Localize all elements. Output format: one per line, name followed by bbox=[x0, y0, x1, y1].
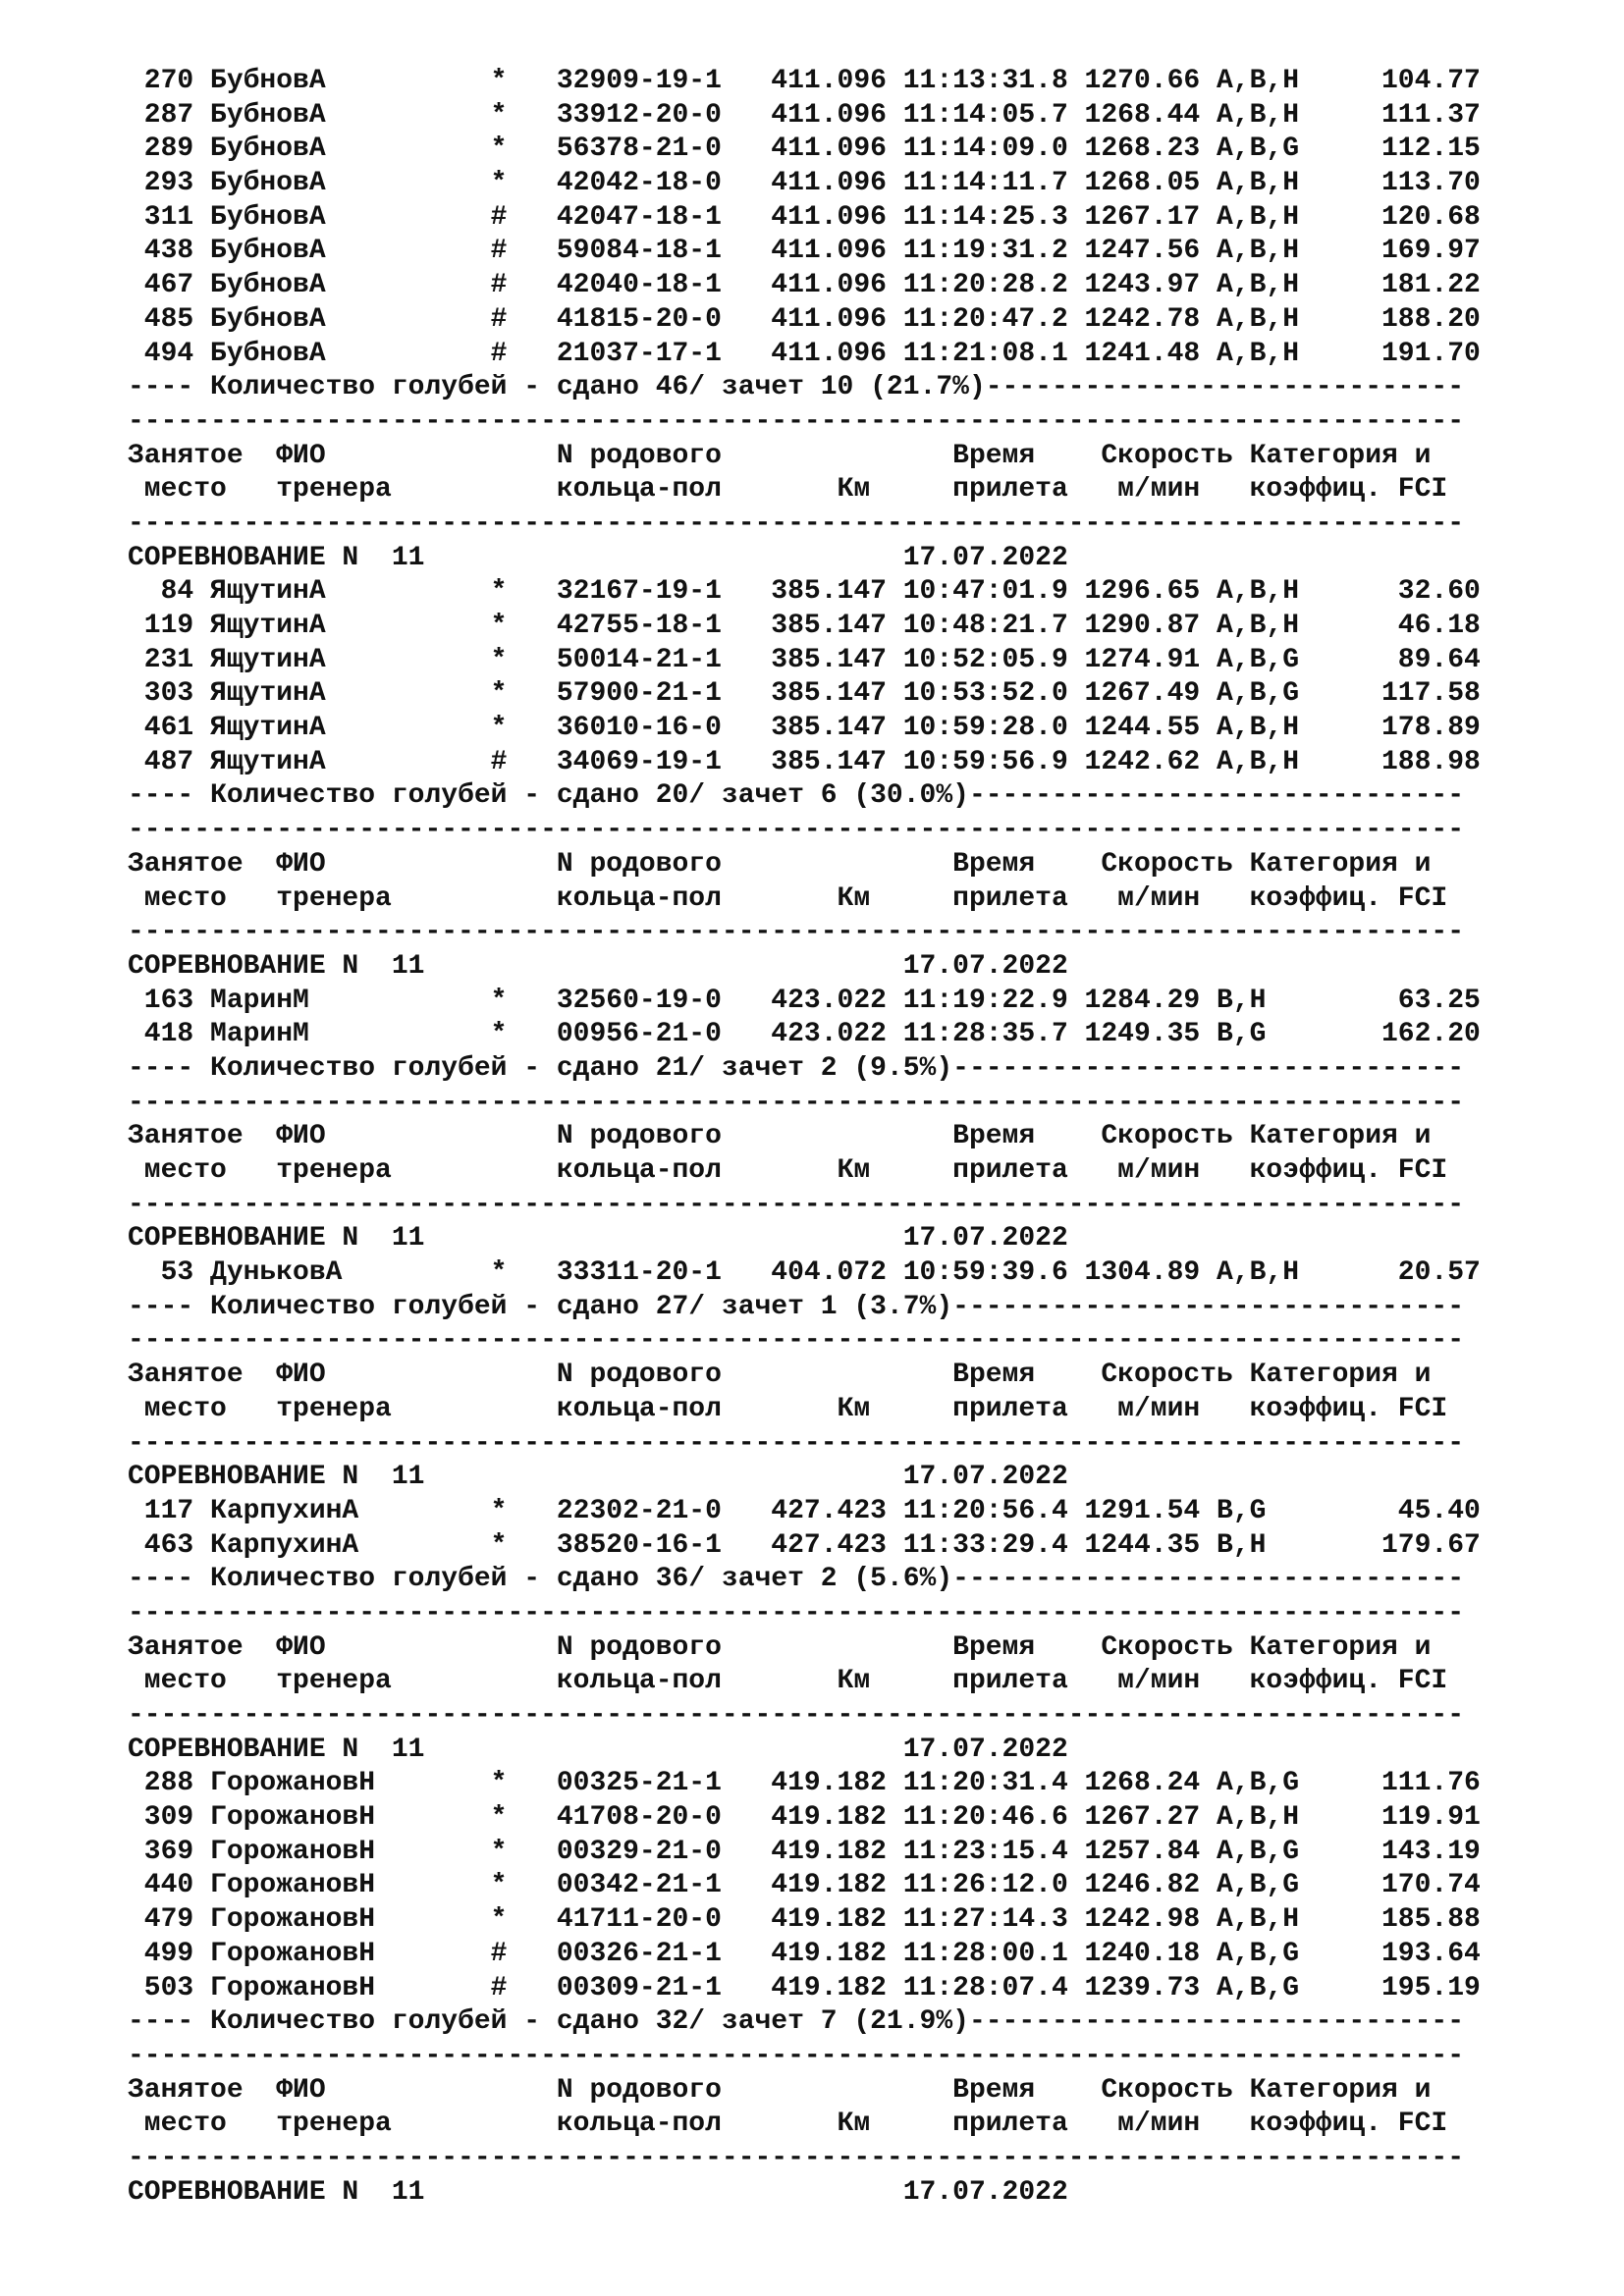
text-line: 440 ГорожановН * 00342-21-1 419.182 11:26:12.0 1246.82 A,B,G 170.74 bbox=[128, 1870, 1481, 1901]
text-line: Занятое ФИО N родового Время Скорость Категория и bbox=[128, 1121, 1432, 1152]
text-line: --------------------------------------------------------------------------------- bbox=[128, 815, 1465, 846]
text-line: 293 БубновA * 42042-18-0 411.096 11:14:11.7 1268.05 A,B,H 113.70 bbox=[128, 168, 1481, 199]
text-line: 311 БубновA # 42047-18-1 411.096 11:14:25.3 1267.17 A,B,H 120.68 bbox=[128, 201, 1481, 233]
text-line: ---- Количество голубей - сдано 27/ зачет 1 (3.7%)------------------------------- bbox=[128, 1291, 1465, 1322]
text-line: место тренера кольца-пол Км прилета м/мин коэффиц. FCI bbox=[128, 1393, 1448, 1424]
text-line: СОРЕВНОВАНИЕ N 11 17.07.2022 bbox=[128, 542, 1068, 573]
text-line: место тренера кольца-пол Км прилета м/мин коэффиц. FCI bbox=[128, 1155, 1448, 1186]
text-line: 418 МаринМ * 00956-21-0 423.022 11:28:35.7 1249.35 B,G 162.20 bbox=[128, 1019, 1481, 1050]
text-line: --------------------------------------------------------------------------------- bbox=[128, 1597, 1465, 1629]
text-line: 117 КарпухинA * 22302-21-0 427.423 11:20:56.4 1291.54 B,G 45.40 bbox=[128, 1495, 1481, 1526]
text-line: 231 ЯщутинA * 50014-21-1 385.147 10:52:05.9 1274.91 A,B,G 89.64 bbox=[128, 644, 1481, 675]
text-line: место тренера кольца-пол Км прилета м/мин коэффиц. FCI bbox=[128, 1666, 1448, 1697]
text-line: ---- Количество голубей - сдано 21/ зачет 2 (9.5%)------------------------------- bbox=[128, 1052, 1465, 1084]
text-line: место тренера кольца-пол Км прилета м/мин коэффиц. FCI bbox=[128, 882, 1448, 914]
text-line: Занятое ФИО N родового Время Скорость Категория и bbox=[128, 848, 1432, 880]
text-line: --------------------------------------------------------------------------------- bbox=[128, 1700, 1465, 1731]
text-line: Занятое ФИО N родового Время Скорость Категория и bbox=[128, 440, 1432, 471]
text-line: --------------------------------------------------------------------------------- bbox=[128, 1325, 1465, 1357]
text-line: СОРЕВНОВАНИЕ N 11 17.07.2022 bbox=[128, 950, 1068, 982]
results-printout bbox=[128, 65, 1600, 2210]
text-line: --------------------------------------------------------------------------------- bbox=[128, 1189, 1465, 1220]
text-line: ---- Количество голубей - сдано 46/ зачет 10 (21.7%)----------------------------- bbox=[128, 372, 1465, 403]
text-line: --------------------------------------------------------------------------------- bbox=[128, 2142, 1465, 2173]
text-line: --------------------------------------------------------------------------------- bbox=[128, 1087, 1465, 1118]
text-line: 467 БубновA # 42040-18-1 411.096 11:20:28.2 1243.97 A,B,H 181.22 bbox=[128, 270, 1481, 301]
text-line: ---- Количество голубей - сдано 20/ зачет 6 (30.0%)------------------------------ bbox=[128, 780, 1465, 812]
text-line: СОРЕВНОВАНИЕ N 11 17.07.2022 bbox=[128, 1462, 1068, 1493]
text-line: 270 БубновA * 32909-19-1 411.096 11:13:31.8 1270.66 A,B,H 104.77 bbox=[128, 66, 1481, 96]
text-line: 503 ГорожановН # 00309-21-1 419.182 11:28:07.4 1239.73 A,B,G 195.19 bbox=[128, 1972, 1481, 2003]
text-line: 487 ЯщутинA # 34069-19-1 385.147 10:59:56.9 1242.62 A,B,H 188.98 bbox=[128, 746, 1481, 777]
text-line: 303 ЯщутинA * 57900-21-1 385.147 10:53:52.0 1267.49 A,B,G 117.58 bbox=[128, 678, 1481, 710]
text-line: 84 ЯщутинA * 32167-19-1 385.147 10:47:01.9 1296.65 A,B,H 32.60 bbox=[128, 576, 1481, 608]
text-line: СОРЕВНОВАНИЕ N 11 17.07.2022 bbox=[128, 1734, 1068, 1765]
text-line: 53 ДуньковA * 33311-20-1 404.072 10:59:39.6 1304.89 A,B,H 20.57 bbox=[128, 1257, 1481, 1289]
text-line: место тренера кольца-пол Км прилета м/мин коэффиц. FCI bbox=[128, 474, 1448, 506]
text-line: 288 ГорожановН * 00325-21-1 419.182 11:20:31.4 1268.24 A,B,G 111.76 bbox=[128, 1768, 1481, 1799]
text-line: --------------------------------------------------------------------------------- bbox=[128, 507, 1465, 539]
text-line: 369 ГорожановН * 00329-21-0 419.182 11:23:15.4 1257.84 A,B,G 143.19 bbox=[128, 1836, 1481, 1867]
text-line: СОРЕВНОВАНИЕ N 11 17.07.2022 bbox=[128, 2176, 1068, 2208]
text-line: --------------------------------------------------------------------------------- bbox=[128, 405, 1465, 437]
text-line: 479 ГорожановН * 41711-20-0 419.182 11:27:14.3 1242.98 A,B,H 185.88 bbox=[128, 1904, 1481, 1936]
text-line: ---- Количество голубей - сдано 36/ зачет 2 (5.6%)------------------------------- bbox=[128, 1564, 1465, 1595]
text-line: 119 ЯщутинA * 42755-18-1 385.147 10:48:21.7 1290.87 A,B,H 46.18 bbox=[128, 611, 1481, 641]
text-line: 163 МаринМ * 32560-19-0 423.022 11:19:22.9 1284.29 B,H 63.25 bbox=[128, 985, 1481, 1016]
text-line: Занятое ФИО N родового Время Скорость Категория и bbox=[128, 1360, 1432, 1391]
text-line: Занятое ФИО N родового Время Скорость Категория и bbox=[128, 1631, 1432, 1663]
text-line: --------------------------------------------------------------------------------- bbox=[128, 917, 1465, 948]
text-line: 499 ГорожановН # 00326-21-1 419.182 11:28:00.1 1240.18 A,B,G 193.64 bbox=[128, 1938, 1481, 1969]
text-line: 463 КарпухинA * 38520-16-1 427.423 11:33:29.4 1244.35 B,H 179.67 bbox=[128, 1529, 1481, 1561]
text-line: СОРЕВНОВАНИЕ N 11 17.07.2022 bbox=[128, 1223, 1068, 1255]
text-line: 485 БубновA # 41815-20-0 411.096 11:20:47.2 1242.78 A,B,H 188.20 bbox=[128, 303, 1481, 335]
text-line: место тренера кольца-пол Км прилета м/мин коэффиц. FCI bbox=[128, 2109, 1448, 2140]
text-line: --------------------------------------------------------------------------------- bbox=[128, 2040, 1465, 2071]
text-line: 461 ЯщутинA * 36010-16-0 385.147 10:59:28.0 1244.55 A,B,H 178.89 bbox=[128, 713, 1481, 744]
text-line: Занятое ФИО N родового Время Скорость Категория и bbox=[128, 2074, 1432, 2106]
text-line: ---- Количество голубей - сдано 32/ зачет 7 (21.9%)------------------------------ bbox=[128, 2006, 1465, 2038]
text-line: 309 ГорожановН * 41708-20-0 419.182 11:20:46.6 1267.27 A,B,H 119.91 bbox=[128, 1802, 1481, 1834]
text-line: 438 БубновA # 59084-18-1 411.096 11:19:31.2 1247.56 A,B,H 169.97 bbox=[128, 236, 1481, 267]
text-line: 287 БубновA * 33912-20-0 411.096 11:14:05.7 1268.44 A,B,H 111.37 bbox=[128, 99, 1481, 131]
text-line: 289 БубновA * 56378-21-0 411.096 11:14:09.0 1268.23 A,B,G 112.15 bbox=[128, 133, 1481, 165]
text-line: --------------------------------------------------------------------------------- bbox=[128, 1427, 1465, 1459]
text-line: 494 БубновA # 21037-17-1 411.096 11:21:08.1 1241.48 A,B,H 191.70 bbox=[128, 338, 1481, 369]
